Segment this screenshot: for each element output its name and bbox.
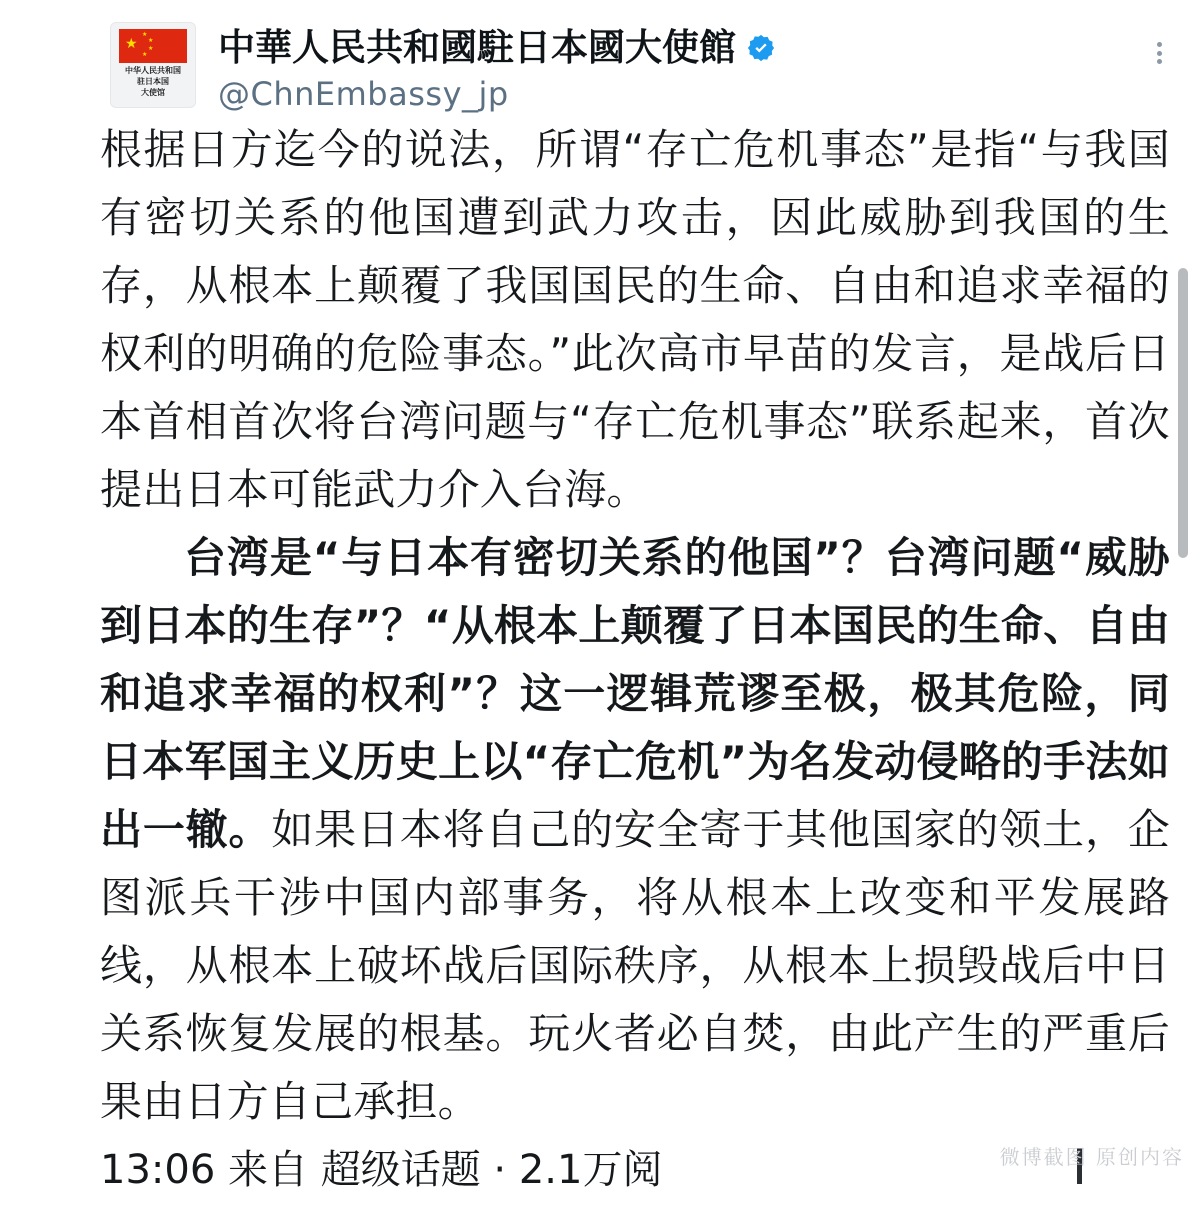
- flag-star-small: ★: [148, 38, 154, 44]
- account-names: [218, 22, 776, 114]
- watermark: 微博截图 原创内容: [999, 1145, 1184, 1169]
- post-header: [0, 0, 1200, 112]
- verified-badge-icon: [746, 33, 776, 63]
- avatar[interactable]: [110, 22, 196, 108]
- post-paragraph-2: [100, 524, 1170, 1136]
- scrollbar-thumb[interactable]: [1178, 268, 1188, 558]
- china-flag-icon: [119, 29, 187, 63]
- more-dot: [1157, 59, 1162, 64]
- avatar-caption-line-2: 驻日本国: [137, 77, 169, 86]
- display-name-row: [218, 26, 776, 70]
- post-paragraph-2-rest: 如果日本将自己的安全寄于其他国家的领土，企图派兵干涉中国内部事务，将从根本上改变和平发展路线，从根本上破坏战后国际秩序，从根本上损毁战后中日关系恢复发展的根基。玩火者必自焚，由此产生的严重后果由日方自己承担。: [100, 805, 1171, 1126]
- flag-star-large: ★: [125, 35, 138, 51]
- avatar-caption-line-3: 大使馆: [141, 88, 165, 97]
- more-dot: [1157, 42, 1162, 47]
- post-body: [0, 112, 1200, 1136]
- account-display-name[interactable]: 中華人民共和國駐日本國大使館: [218, 26, 736, 69]
- more-options-icon[interactable]: [1146, 38, 1172, 68]
- post-paragraph-2-bold: 台湾是“与日本有密切关系的他国”？台湾问题“威胁到日本的生存”？“从根本上颠覆了日本国民的生命、自由和追求幸福的权利”？这一逻辑荒谬至极，极其危险，同日本军国主义历史上以“存亡危机”为名发动侵略的手法如出一辙。: [100, 533, 1170, 854]
- flag-star-small: ★: [148, 46, 154, 52]
- avatar-caption-line-1: 中华人民共和国: [125, 66, 181, 75]
- post-paragraph-1: 根据日方迄今的说法，所谓“存亡危机事态”是指“与我国有密切关系的他国遭到武力攻击，因此威胁到我国的生存，从根本上颠覆了我国国民的生命、自由和追求幸福的权利的明确的危险事态。”此次高市早苗的发言，是战后日本首相首次将台湾问题与“存亡危机事态”联系起来，首次提出日本可能武力介入台海。: [100, 125, 1170, 514]
- flag-star-small: ★: [142, 52, 148, 58]
- more-dot: [1157, 51, 1162, 56]
- account-handle[interactable]: @ChnEmbassy_jp: [218, 75, 509, 113]
- avatar-caption: [111, 65, 195, 98]
- scrollbar-track[interactable]: [1184, 118, 1194, 1206]
- post-timestamp: 13:06 来自 超级话题 · 2.1万阅: [100, 1147, 663, 1193]
- flag-star-small: ★: [142, 32, 148, 38]
